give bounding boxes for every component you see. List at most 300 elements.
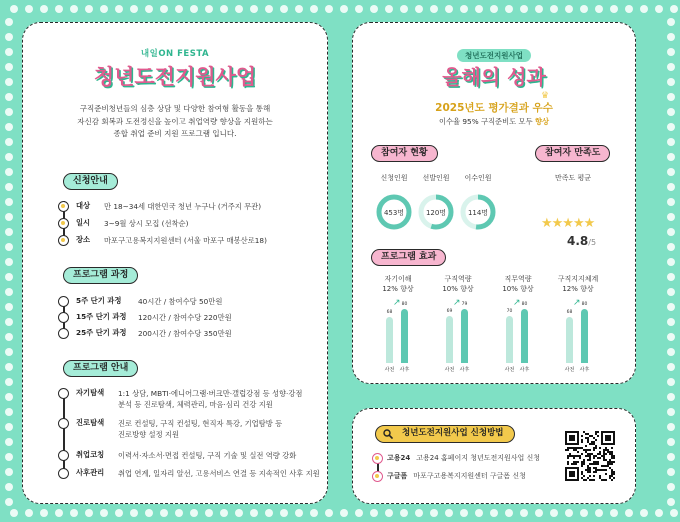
ticket-notch bbox=[130, 5, 138, 13]
qr-module bbox=[569, 453, 571, 455]
guide-heading: 프로그램 안내 bbox=[63, 360, 138, 377]
qr-module bbox=[581, 463, 583, 465]
ticket-notch bbox=[667, 123, 675, 131]
row-key: 장소 bbox=[76, 234, 91, 244]
donut-label: 신청인원 bbox=[380, 174, 408, 182]
qr-module bbox=[585, 449, 587, 451]
bar-improvement: 10% 향상 bbox=[442, 284, 474, 293]
ticket-notch bbox=[667, 333, 675, 341]
qr-module bbox=[593, 479, 595, 481]
qr-module bbox=[583, 449, 585, 451]
qr-module bbox=[591, 479, 593, 481]
qr-module bbox=[607, 465, 609, 467]
qr-module bbox=[589, 467, 591, 469]
row-value bbox=[118, 388, 302, 411]
ticket-notch bbox=[25, 5, 33, 13]
ticket-notch bbox=[5, 228, 13, 236]
ticket-notch bbox=[535, 509, 543, 517]
qr-module bbox=[603, 469, 605, 471]
qr-module bbox=[587, 467, 589, 469]
ticket-notch bbox=[580, 5, 588, 13]
ticket-notch bbox=[475, 5, 483, 13]
qr-module bbox=[587, 437, 589, 439]
ticket-notch bbox=[5, 198, 13, 206]
qr-module bbox=[597, 431, 599, 433]
qr-module bbox=[611, 461, 613, 463]
qr-module bbox=[589, 471, 591, 473]
ticket-notch bbox=[5, 333, 13, 341]
bar-before bbox=[386, 317, 393, 363]
row-key: 구글폼 bbox=[387, 472, 408, 480]
qr-module bbox=[587, 439, 589, 441]
qr-module bbox=[611, 447, 613, 449]
qr-module bbox=[613, 455, 615, 457]
row-value: 120시간 / 참여수당 220만원 bbox=[138, 312, 232, 322]
qr-module bbox=[587, 469, 589, 471]
ticket-notch bbox=[265, 5, 273, 13]
row-value-line: 1:1 상담, MBTI·에니어그램·버크만·갤럽강점 등 성향·강점 bbox=[118, 388, 303, 398]
page-title: 청년도전지원사업 bbox=[93, 65, 257, 89]
qr-module bbox=[581, 465, 583, 467]
qr-module bbox=[611, 451, 613, 453]
bar-value-label: 79 bbox=[461, 302, 468, 307]
ticket-notch bbox=[460, 5, 468, 13]
qr-finder bbox=[569, 471, 575, 477]
qr-finder bbox=[569, 435, 575, 441]
qr-module bbox=[587, 453, 589, 455]
bar-improvement: 12% 향상 bbox=[562, 284, 594, 293]
bar-category: 구직지지체계 bbox=[557, 275, 599, 283]
qr-module bbox=[587, 465, 589, 467]
ticket-notch bbox=[40, 509, 48, 517]
trend-arrow-icon: ↗ bbox=[393, 298, 401, 308]
ticket-notch bbox=[415, 509, 423, 517]
ticket-notch bbox=[667, 93, 675, 101]
ticket-notch bbox=[5, 258, 13, 266]
ticket-notch bbox=[520, 509, 528, 517]
qr-module bbox=[575, 455, 577, 457]
ticket-notch bbox=[667, 78, 675, 86]
bar-category-title bbox=[493, 275, 543, 294]
results-title: 올해의 성과 bbox=[442, 65, 546, 89]
search-icon bbox=[383, 429, 393, 439]
ticket-notch bbox=[5, 468, 13, 476]
ticket-notch bbox=[400, 509, 408, 517]
qr-module bbox=[589, 443, 591, 445]
bar-value-label: 68 bbox=[566, 310, 573, 315]
ticket-notch bbox=[355, 5, 363, 13]
ticket-notch bbox=[5, 93, 13, 101]
qr-module bbox=[585, 455, 587, 457]
bar-before bbox=[446, 316, 453, 363]
ticket-notch bbox=[220, 509, 228, 517]
qr-module bbox=[611, 463, 613, 465]
ticket-notch bbox=[205, 5, 213, 13]
bullet-dot bbox=[372, 453, 383, 464]
ticket-notch bbox=[145, 509, 153, 517]
donut-value: 120명 bbox=[425, 209, 447, 217]
qr-module bbox=[603, 453, 605, 455]
satisfaction-label: 만족도 평균 bbox=[554, 174, 592, 182]
qr-module bbox=[577, 451, 579, 453]
qr-module bbox=[587, 477, 589, 479]
qr-module bbox=[573, 449, 575, 451]
qr-module bbox=[609, 453, 611, 455]
intro-text bbox=[53, 103, 297, 141]
ticket-notch bbox=[565, 509, 573, 517]
qr-module bbox=[595, 431, 597, 433]
qr-module bbox=[611, 455, 613, 457]
qr-module bbox=[611, 471, 613, 473]
ticket-notch bbox=[667, 63, 675, 71]
ticket-notch bbox=[145, 5, 153, 13]
ticket-notch bbox=[667, 228, 675, 236]
ticket-notch bbox=[505, 509, 513, 517]
crown-icon: ♛ bbox=[541, 91, 550, 101]
bullet-dot bbox=[58, 218, 69, 229]
bar-category: 직무역량 bbox=[504, 275, 532, 283]
ticket-notch bbox=[5, 483, 13, 491]
completion-summary-text: 이수율 95% 구직준비도 모두 bbox=[438, 117, 535, 126]
qr-module bbox=[605, 447, 607, 449]
ticket-notch bbox=[667, 108, 675, 116]
ticket-notch bbox=[100, 5, 108, 13]
howto-row bbox=[387, 471, 526, 481]
ticket-notch bbox=[667, 453, 675, 461]
ticket-notch bbox=[640, 509, 648, 517]
ticket-notch bbox=[385, 5, 393, 13]
qr-module bbox=[583, 461, 585, 463]
donut-label: 이수인원 bbox=[464, 174, 492, 182]
qr-module bbox=[593, 441, 595, 443]
qr-module bbox=[593, 463, 595, 465]
how-to-apply-card bbox=[352, 408, 636, 504]
ticket-notch bbox=[667, 498, 675, 506]
bar-series-label: 사후 bbox=[579, 367, 590, 373]
row-key: 사후관리 bbox=[76, 467, 105, 477]
qr-module bbox=[599, 447, 601, 449]
ticket-notch bbox=[5, 438, 13, 446]
qr-module bbox=[571, 463, 573, 465]
ticket-notch bbox=[325, 5, 333, 13]
qr-module bbox=[613, 461, 615, 463]
bar-series-label: 사후 bbox=[459, 367, 470, 373]
qr-module bbox=[581, 439, 583, 441]
qr-module bbox=[611, 475, 613, 477]
row-key: 일시 bbox=[76, 217, 91, 227]
bullet-dot bbox=[372, 471, 383, 482]
ticket-notch bbox=[640, 5, 648, 13]
ticket-notch bbox=[670, 509, 678, 517]
score-max: /5 bbox=[588, 238, 597, 247]
qr-module bbox=[585, 445, 587, 447]
row-value-line: 분석 등 진로탐색, 체력관리, 마음·심리 건강 지원 bbox=[118, 400, 273, 409]
bullet-dot bbox=[58, 450, 69, 461]
ticket-notch bbox=[175, 509, 183, 517]
ticket-notch bbox=[340, 5, 348, 13]
qr-module bbox=[575, 449, 577, 451]
qr-module bbox=[611, 473, 613, 475]
ticket-notch bbox=[667, 168, 675, 176]
qr-module bbox=[593, 457, 595, 459]
qr-module bbox=[605, 459, 607, 461]
qr-module bbox=[597, 435, 599, 437]
qr-module bbox=[595, 447, 597, 449]
ticket-notch bbox=[5, 63, 13, 71]
ticket-notch bbox=[505, 5, 513, 13]
qr-module bbox=[607, 461, 609, 463]
bullet-dot bbox=[58, 388, 69, 399]
qr-module bbox=[589, 457, 591, 459]
qr-module bbox=[597, 461, 599, 463]
ticket-notch bbox=[175, 5, 183, 13]
row-key: 진로탐색 bbox=[76, 417, 105, 427]
courses-heading: 프로그램 과정 bbox=[63, 267, 138, 284]
ticket-notch bbox=[667, 183, 675, 191]
ticket-notch bbox=[295, 5, 303, 13]
qr-module bbox=[613, 471, 615, 473]
qr-module bbox=[583, 463, 585, 465]
ticket-notch bbox=[5, 153, 13, 161]
qr-module bbox=[575, 461, 577, 463]
ticket-notch bbox=[250, 509, 258, 517]
ticket-notch bbox=[130, 509, 138, 517]
qr-code-icon[interactable] bbox=[565, 431, 615, 481]
ticket-notch bbox=[85, 509, 93, 517]
bullet-dot bbox=[58, 296, 69, 307]
results-subtitle bbox=[353, 43, 635, 62]
qr-module bbox=[603, 455, 605, 457]
ticket-notch bbox=[385, 509, 393, 517]
ticket-notch bbox=[160, 5, 168, 13]
satisfaction-score bbox=[567, 234, 596, 248]
ticket-notch bbox=[205, 509, 213, 517]
qr-module bbox=[583, 431, 585, 433]
intro-line: 종합 취업 준비 지원 프로그램 입니다. bbox=[113, 129, 237, 138]
results-subtitle-text: 청년도전지원사업 bbox=[457, 49, 531, 62]
ticket-notch bbox=[190, 509, 198, 517]
ticket-notch bbox=[85, 5, 93, 13]
ticket-notch bbox=[550, 509, 558, 517]
ticket-notch bbox=[667, 48, 675, 56]
row-key: 25주 단기 과정 bbox=[76, 327, 127, 337]
ticket-notch bbox=[5, 48, 13, 56]
ticket-notch bbox=[667, 363, 675, 371]
effect-heading: 프로그램 효과 bbox=[371, 249, 446, 266]
ticket-notch bbox=[667, 153, 675, 161]
bar-after bbox=[581, 309, 588, 363]
qr-module bbox=[587, 433, 589, 435]
qr-module bbox=[593, 471, 595, 473]
row-key: 5주 단기 과정 bbox=[76, 295, 122, 305]
ticket-notch bbox=[280, 509, 288, 517]
qr-module bbox=[601, 469, 603, 471]
qr-module bbox=[575, 447, 577, 449]
ticket-notch bbox=[667, 18, 675, 26]
qr-module bbox=[567, 463, 569, 465]
qr-module bbox=[573, 463, 575, 465]
row-value: 고용24 홈페이지 청년도전지원사업 신청 bbox=[416, 454, 541, 462]
ticket-notch bbox=[595, 5, 603, 13]
qr-module bbox=[603, 465, 605, 467]
ticket-notch bbox=[667, 468, 675, 476]
qr-module bbox=[593, 449, 595, 451]
qr-module bbox=[567, 461, 569, 463]
qr-module bbox=[573, 461, 575, 463]
qr-module bbox=[613, 457, 615, 459]
bar-series-label: 사전 bbox=[384, 367, 395, 373]
donut-value: 114명 bbox=[467, 209, 489, 217]
qr-module bbox=[585, 479, 587, 481]
ticket-notch bbox=[5, 378, 13, 386]
ticket-notch bbox=[580, 509, 588, 517]
ticket-notch bbox=[475, 509, 483, 517]
ticket-notch bbox=[310, 5, 318, 13]
qr-module bbox=[567, 455, 569, 457]
ticket-notch bbox=[667, 33, 675, 41]
qr-module bbox=[599, 469, 601, 471]
ticket-notch bbox=[310, 509, 318, 517]
row-value: 취업 연계, 일자리 알선, 고용서비스 연결 등 지속적인 사후 지원 bbox=[118, 468, 320, 478]
row-value: 마포구고용복지지원센터 (서울 마포구 매봉산로18) bbox=[104, 235, 267, 245]
ticket-notch bbox=[5, 183, 13, 191]
ticket-notch bbox=[667, 378, 675, 386]
qr-module bbox=[609, 463, 611, 465]
qr-module bbox=[607, 449, 609, 451]
results-card bbox=[352, 22, 636, 384]
bar-after bbox=[401, 309, 408, 363]
ticket-notch bbox=[355, 509, 363, 517]
bar-series-label: 사후 bbox=[519, 367, 530, 373]
bar-series-label: 사전 bbox=[444, 367, 455, 373]
qr-module bbox=[591, 441, 593, 443]
qr-module bbox=[605, 449, 607, 451]
bar-category-title bbox=[373, 275, 423, 294]
qr-module bbox=[581, 447, 583, 449]
qr-module bbox=[585, 451, 587, 453]
bar-value-label: 80 bbox=[581, 302, 588, 307]
qr-module bbox=[595, 461, 597, 463]
ticket-notch bbox=[5, 408, 13, 416]
row-key: 15주 단기 과정 bbox=[76, 311, 127, 321]
ticket-notch bbox=[325, 509, 333, 517]
bar-value-label: 70 bbox=[506, 309, 513, 314]
bullet-dot bbox=[58, 312, 69, 323]
qr-module bbox=[609, 461, 611, 463]
qr-module bbox=[595, 467, 597, 469]
ticket-notch bbox=[55, 5, 63, 13]
ticket-notch bbox=[5, 423, 13, 431]
qr-module bbox=[581, 477, 583, 479]
bullet-dot bbox=[58, 201, 69, 212]
qr-module bbox=[607, 463, 609, 465]
ticket-notch bbox=[595, 509, 603, 517]
qr-module bbox=[581, 473, 583, 475]
bar-improvement: 12% 향상 bbox=[382, 284, 414, 293]
qr-module bbox=[589, 455, 591, 457]
ticket-notch bbox=[5, 78, 13, 86]
bar-category: 자기이해 bbox=[384, 275, 412, 283]
qr-module bbox=[595, 469, 597, 471]
completion-summary bbox=[353, 117, 635, 127]
ticket-notch bbox=[5, 138, 13, 146]
ticket-notch bbox=[667, 213, 675, 221]
qr-module bbox=[611, 469, 613, 471]
row-key: 취업코칭 bbox=[76, 449, 105, 459]
qr-finder bbox=[605, 435, 611, 441]
qr-module bbox=[567, 457, 569, 459]
ticket-notch bbox=[655, 509, 663, 517]
row-key: 대상 bbox=[76, 200, 91, 210]
ticket-notch bbox=[10, 509, 18, 517]
intro-line: 자신감 회복과 도전정신을 높이고 취업역량 향상을 지원하는 bbox=[77, 116, 273, 126]
row-key: 자기탐색 bbox=[76, 387, 105, 397]
satisfaction-heading: 참여자 만족도 bbox=[535, 145, 610, 162]
qr-module bbox=[585, 469, 587, 471]
qr-module bbox=[595, 445, 597, 447]
qr-module bbox=[565, 449, 567, 451]
ticket-notch bbox=[445, 5, 453, 13]
qr-module bbox=[589, 475, 591, 477]
ticket-notch bbox=[295, 509, 303, 517]
ticket-notch bbox=[667, 423, 675, 431]
ticket-notch bbox=[70, 5, 78, 13]
ticket-notch bbox=[667, 408, 675, 416]
qr-module bbox=[605, 469, 607, 471]
qr-module bbox=[589, 449, 591, 451]
qr-module bbox=[593, 447, 595, 449]
bar-series-label: 사전 bbox=[504, 367, 515, 373]
ticket-notch bbox=[5, 288, 13, 296]
ticket-notch bbox=[667, 243, 675, 251]
qr-module bbox=[569, 455, 571, 457]
ticket-notch bbox=[565, 5, 573, 13]
trend-arrow-icon: ↗ bbox=[573, 298, 581, 308]
row-value: 3~9월 상시 모집 (선착순) bbox=[104, 218, 189, 228]
qr-module bbox=[603, 449, 605, 451]
bullet-dot bbox=[58, 328, 69, 339]
qr-module bbox=[597, 469, 599, 471]
row-value: 마포구고용복지지원센터 구글폼 신청 bbox=[413, 472, 526, 480]
ticket-notch bbox=[625, 5, 633, 13]
ticket-notch bbox=[55, 509, 63, 517]
program-info-card bbox=[22, 22, 328, 504]
ticket-notch bbox=[5, 498, 13, 506]
ticket-notch bbox=[430, 509, 438, 517]
qr-module bbox=[581, 461, 583, 463]
ticket-notch bbox=[190, 5, 198, 13]
qr-module bbox=[579, 457, 581, 459]
qr-module bbox=[569, 447, 571, 449]
ticket-notch bbox=[667, 303, 675, 311]
intro-line: 구직준비청년들의 심층 상담 및 다양한 참여형 활동을 통해 bbox=[79, 104, 271, 113]
qr-module bbox=[593, 455, 595, 457]
ticket-notch bbox=[370, 5, 378, 13]
qr-module bbox=[593, 443, 595, 445]
qr-module bbox=[591, 443, 593, 445]
ticket-notch bbox=[667, 288, 675, 296]
ticket-notch bbox=[10, 5, 18, 13]
qr-module bbox=[601, 455, 603, 457]
bar-category-title bbox=[433, 275, 483, 294]
ticket-notch bbox=[610, 5, 618, 13]
trend-arrow-icon: ↗ bbox=[453, 298, 461, 308]
qr-module bbox=[599, 453, 601, 455]
row-value: 이력서·자소서·면접 컨설팅, 구직 기술 및 실전 역량 강화 bbox=[118, 450, 297, 460]
qr-module bbox=[593, 437, 595, 439]
ticket-notch bbox=[5, 108, 13, 116]
qr-module bbox=[573, 455, 575, 457]
